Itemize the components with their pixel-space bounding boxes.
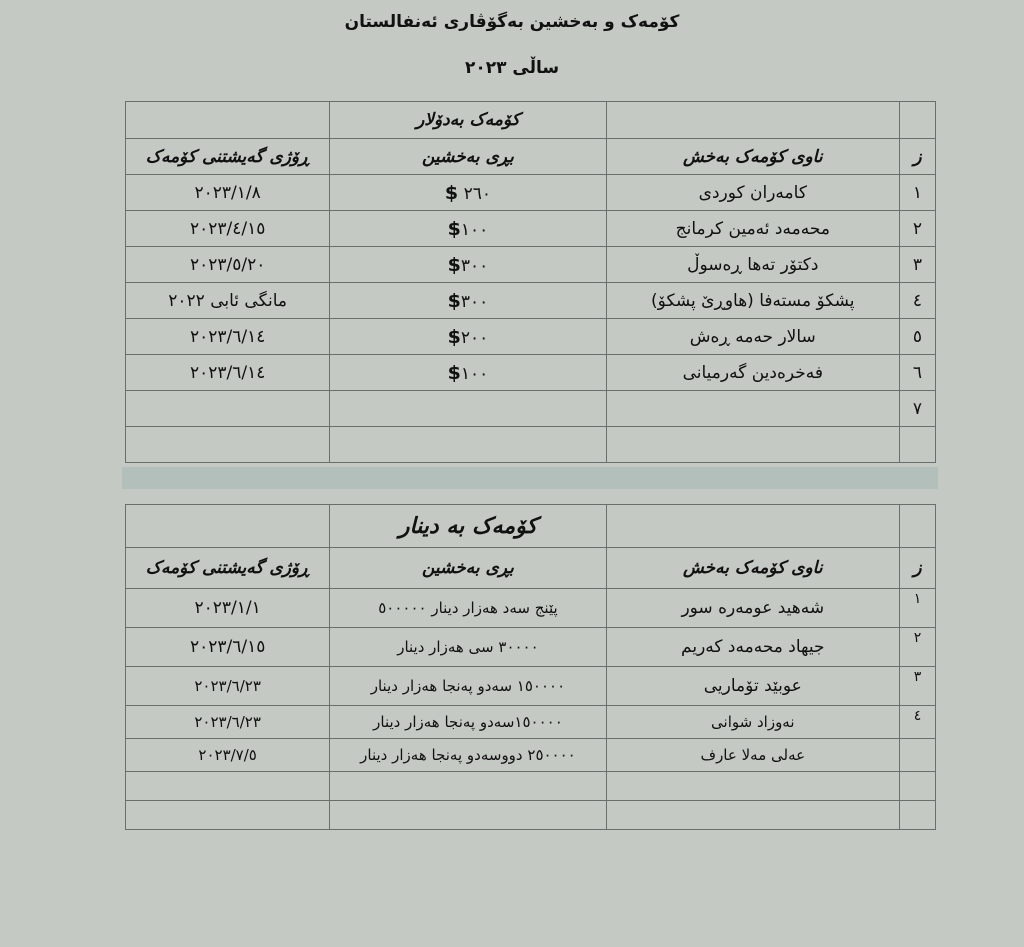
document-year: ساڵی ٢٠٢٣: [464, 58, 560, 78]
row-index: ١: [899, 589, 935, 628]
donation-amount: [330, 355, 606, 391]
received-date: ٢٠٢٣/٦/١٤: [126, 319, 330, 355]
donation-amount: پێنج سەد هەزار دینار ٥٠٠٠٠٠: [330, 589, 606, 628]
row-index: ٤: [899, 706, 935, 739]
received-date: ٢٠٢٣/٥/٢٠: [126, 247, 330, 283]
table-row: [126, 355, 936, 391]
row-index: [899, 772, 935, 801]
row-index: [899, 739, 935, 772]
donation-amount: [330, 391, 606, 427]
donor-name: [606, 801, 899, 830]
empty-cell: [899, 102, 935, 139]
donor-name: [606, 391, 899, 427]
donor-name: [606, 772, 899, 801]
table-row: [126, 589, 936, 628]
section-separator: [122, 467, 938, 489]
donation-amount: [330, 801, 606, 830]
table-row: [126, 211, 936, 247]
donor-name: سالار حەمە ڕەش: [606, 319, 899, 355]
donor-name: دکتۆر تەها ڕەسوڵ: [606, 247, 899, 283]
row-index: ٥: [899, 319, 935, 355]
donor-name: کامەران کوردی: [606, 175, 899, 211]
table-row: [126, 628, 936, 667]
col-header-index: ز: [899, 548, 935, 589]
donor-name: محەمەد ئەمین کرمانج: [606, 211, 899, 247]
received-date: ٢٠٢٣/٦/٢٣: [126, 706, 330, 739]
received-date: ٢٠٢٣/١/٨: [126, 175, 330, 211]
empty-cell: [126, 505, 330, 548]
iqd-donations-table: [125, 504, 936, 830]
table-row: [126, 319, 936, 355]
donation-amount: ٣٠٠٠٠ سی هەزار دینار: [330, 628, 606, 667]
received-date: [126, 772, 330, 801]
row-index: ٢: [899, 628, 935, 667]
currency-symbol: $: [444, 181, 459, 204]
iqd-group-header: کۆمەک بە دینار: [330, 505, 606, 548]
table-row: [126, 739, 936, 772]
empty-cell: [606, 102, 899, 139]
donor-name: جیهاد محەمەد کەریم: [606, 628, 899, 667]
row-index: ٣: [899, 247, 935, 283]
table-row: [126, 427, 936, 463]
amount-value: ٣٠٠: [460, 255, 489, 276]
donation-amount: [330, 772, 606, 801]
donor-name: نەوزاد شوانی: [606, 706, 899, 739]
received-date: ٢٠٢٣/٤/١٥: [126, 211, 330, 247]
table-row: [126, 247, 936, 283]
amount-value: ٣٠٠: [460, 291, 489, 312]
table-row: [126, 772, 936, 801]
row-index: [899, 801, 935, 830]
usd-donations-table: [125, 101, 936, 463]
received-date: [126, 801, 330, 830]
received-date: مانگی ئابی ٢٠٢٢: [126, 283, 330, 319]
received-date: ٢٠٢٣/٦/١٤: [126, 355, 330, 391]
donation-amount: [330, 247, 606, 283]
row-index: ٢: [899, 211, 935, 247]
col-header-index: ز: [899, 139, 935, 175]
received-date: [126, 391, 330, 427]
donation-amount: [330, 427, 606, 463]
table-row: [126, 801, 936, 830]
donor-name: عەلی مەلا عارف: [606, 739, 899, 772]
currency-symbol: $: [447, 253, 461, 276]
donor-name: شەهید عومەرە سور: [606, 589, 899, 628]
donation-amount: ١٥٠٠٠٠ سەدو پەنجا هەزار دینار: [330, 667, 606, 706]
donor-name: [606, 427, 899, 463]
amount-value: ٢٦٠: [463, 183, 491, 204]
donor-name: پشکۆ مستەفا (هاوڕێ پشکۆ): [606, 283, 899, 319]
received-date: ٢٠٢٣/٦/١٥: [126, 628, 330, 667]
donation-amount: [330, 175, 606, 211]
document-title: کۆمەک و بەخشین بەگۆڤاری ئەنفالستان: [344, 12, 680, 32]
usd-column-headers: [126, 139, 936, 175]
col-header-amount: بڕی بەخشین: [330, 548, 606, 589]
received-date: ٢٠٢٣/١/١: [126, 589, 330, 628]
row-index: ٣: [899, 667, 935, 706]
received-date: [126, 427, 330, 463]
iqd-column-headers: [126, 548, 936, 589]
usd-group-header: کۆمەک بەدۆلار: [330, 102, 606, 139]
usd-group-header-row: [126, 102, 936, 139]
donor-name: فەخرەدین گەرمیانی: [606, 355, 899, 391]
table-row: [126, 706, 936, 739]
amount-value: ١٠٠: [460, 363, 489, 384]
amount-value: ١٠٠: [460, 219, 489, 240]
row-index: ١: [899, 175, 935, 211]
amount-value: ٢٠٠: [460, 327, 489, 348]
row-index: ٦: [899, 355, 935, 391]
currency-symbol: $: [447, 217, 461, 240]
col-header-name: ناوی کۆمەک بەخش: [606, 139, 899, 175]
donor-name: عوبێد تۆماریی: [606, 667, 899, 706]
table-row: [126, 283, 936, 319]
col-header-date: ڕۆژی گەیشتنی کۆمەک: [126, 548, 330, 589]
donation-amount: ٢٥٠٠٠٠ دووسەدو پەنجا هەزار دینار: [330, 739, 606, 772]
received-date: ٢٠٢٣/٦/٢٣: [126, 667, 330, 706]
empty-cell: [126, 102, 330, 139]
donation-amount: [330, 211, 606, 247]
row-index: ٤: [899, 283, 935, 319]
row-index: [899, 427, 935, 463]
donation-amount: ١٥٠٠٠٠سەدو پەنجا هەزار دینار: [330, 706, 606, 739]
table-row: [126, 175, 936, 211]
col-header-date: ڕۆژی گەیشتنی کۆمەک: [126, 139, 330, 175]
col-header-amount: بڕی بەخشین: [330, 139, 606, 175]
table-row: [126, 391, 936, 427]
empty-cell: [899, 505, 935, 548]
col-header-name: ناوی کۆمەک بەخش: [606, 548, 899, 589]
currency-symbol: $: [447, 325, 461, 348]
donation-amount: [330, 283, 606, 319]
iqd-group-header-row: [126, 505, 936, 548]
row-index: ٧: [899, 391, 935, 427]
received-date: ٢٠٢٣/٧/٥: [126, 739, 330, 772]
currency-symbol: $: [447, 289, 461, 312]
table-row: [126, 667, 936, 706]
donation-amount: [330, 319, 606, 355]
currency-symbol: $: [447, 361, 461, 384]
empty-cell: [606, 505, 899, 548]
